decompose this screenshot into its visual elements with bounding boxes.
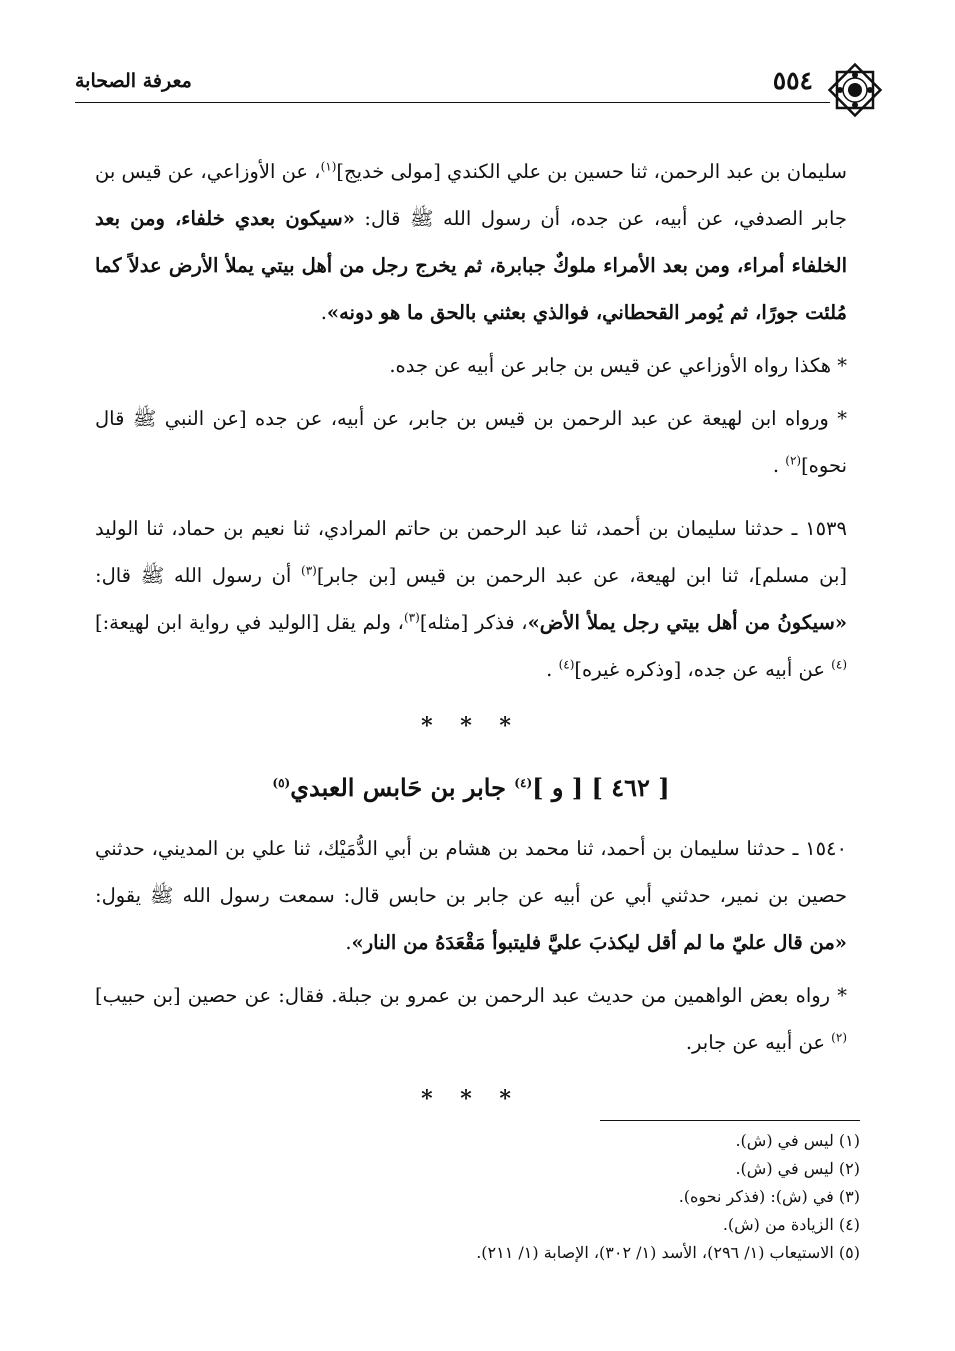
paragraph-3	[95, 395, 847, 489]
chapter-name: جابر بن حَابس العبدي	[290, 773, 515, 802]
paragraph-text: ١٥٤٠ ـ حدثنا سليمان بن أحمد، ثنا محمد بن هشام بن أبي الدُّمَيْك، ثنا علي بن المديني، حدثني حصين بن نمير، حدثني أبي عن أبيه عن جابر بن حابس قال: سمعت رسول الله ﷺ يقول:	[95, 837, 847, 907]
paragraph-text: ، عن الأوزاعي، عن قيس بن جابر الصدفي، عن أبيه، عن جده، أن رسول الله ﷺ قال:	[95, 160, 847, 230]
hadith-text: «سيكون بعدي خلفاء، ومن بعد الخلفاء أمراء، ومن بعد الأمراء ملوكٌ جبابرة، ثم يخرج رجل من أهل بيتي يملأ الأرض عدلاً كما مُلئت جورًا، ثم يُومر القحطاني، فوالذي بعثني بالحق ما هو دونه»	[95, 207, 847, 324]
paragraph-text: * هكذا رواه الأوزاعي عن قيس بن جابر عن أبيه عن جده.	[389, 354, 847, 377]
paragraph-text: أن رسول الله ﷺ قال:	[95, 564, 302, 587]
footnote-ref: (٤)	[831, 657, 847, 672]
footnotes	[100, 1120, 860, 1267]
page-body	[95, 148, 847, 1137]
paragraph-end: .	[345, 931, 352, 954]
paragraph-end: .	[546, 658, 553, 681]
paragraph-text: عن أبيه عن جابر.	[685, 1031, 832, 1054]
page-header	[75, 58, 885, 128]
header-divider	[75, 102, 830, 103]
section-separator: * * *	[421, 1086, 521, 1112]
paragraph-end: .	[772, 454, 780, 477]
footnote-ref: (٣)	[301, 563, 317, 578]
paragraph-6	[95, 972, 847, 1066]
paragraph-text: * رواه بعض الواهمين من حديث عبد الرحمن بن عمرو بن جبلة. فقال: عن حصين [بن حبيب]	[95, 984, 847, 1007]
paragraph-text: ، ولم يقل [الوليد في رواية ابن لهيعة:]	[95, 611, 404, 634]
hadith-text: «من قال عليّ ما لم أقل ليكذبَ عليَّ فليتبوأ مَقْعَدَهُ من النار»	[351, 931, 847, 954]
footnote-3: (٣) في (ش): (فذكر نحوه).	[678, 1187, 860, 1206]
footnote-ref: (٣)	[403, 610, 420, 625]
footnote-1: (١) ليس في (ش).	[735, 1131, 860, 1150]
footnote-5: (٥) الاستيعاب (١/ ٢٩٦)، الأسد (١/ ٣٠٢)، الإصابة (١/ ٢١١).	[476, 1243, 860, 1262]
octagram-ornament-icon	[825, 60, 885, 120]
paragraph-text: عن أبيه عن جده، [وذكره غيره]	[574, 658, 832, 681]
paragraph-text: سليمان بن عبد الرحمن، ثنا حسين بن علي الكندي [مولى خديج]	[336, 160, 847, 183]
chapter-title	[95, 764, 847, 811]
paragraph-text: * ورواه ابن لهيعة عن عبد الرحمن بن قيس بن جابر، عن أبيه، عن جده [عن النبي ﷺ قال نحوه]	[95, 407, 847, 477]
paragraph-2	[95, 342, 847, 389]
footnote-ref: (٤)	[558, 657, 575, 672]
paragraph-text: ١٥٣٩ ـ حدثنا سليمان بن أحمد، ثنا عبد الرحمن بن حاتم المرادي، ثنا نعيم بن حماد، ثنا الوليد [بن مسلم]، ثنا ابن لهيعة، عن عبد الرحمن بن قيس [بن جابر]	[95, 517, 847, 587]
hadith-text: «سيكونُ من أهل بيتي رجل يملأ الأض»	[527, 611, 848, 634]
footnote-ref: (٥)	[272, 776, 291, 790]
paragraph-1	[95, 148, 847, 336]
footnote-ref: (١)	[320, 159, 337, 174]
footnote-ref: (٤)	[514, 776, 533, 790]
footnote-ref: (٢)	[831, 1030, 847, 1045]
footnote-ref: (٢)	[785, 453, 802, 468]
hadith-1540	[95, 825, 847, 966]
footnote-divider	[600, 1120, 860, 1121]
page-number: ٥٥٤	[772, 66, 813, 95]
paragraph-end: .	[320, 301, 327, 324]
hadith-1539	[95, 505, 847, 693]
running-title: معرفة الصحابة	[75, 70, 192, 92]
paragraph-text: ، فذكر [مثله]	[419, 611, 528, 634]
chapter-number: [ ٤٦٢ ] [ و ]	[532, 773, 670, 802]
footnote-4: (٤) الزيادة من (ش).	[722, 1215, 860, 1234]
section-separator: * * *	[421, 713, 521, 739]
footnote-2: (٢) ليس في (ش).	[735, 1159, 860, 1178]
